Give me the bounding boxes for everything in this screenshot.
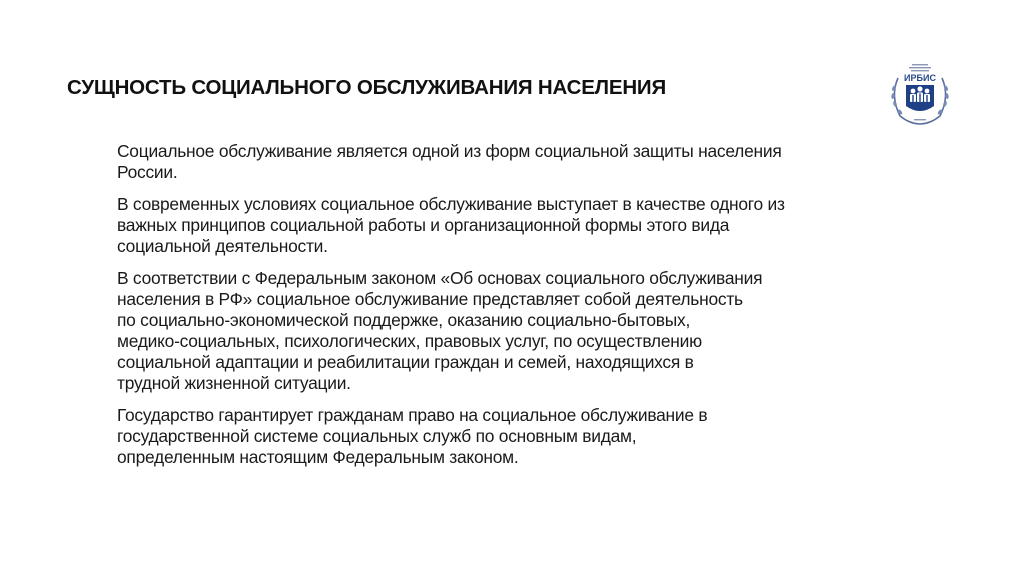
paragraph-line: трудной жизненной ситуации. bbox=[117, 373, 351, 393]
paragraph-line: медико-социальных, психологических, правовых услуг, по осуществлению bbox=[117, 331, 702, 351]
paragraph-line: определенным настоящим Федеральным законом. bbox=[117, 447, 519, 467]
slide-body bbox=[117, 141, 907, 479]
paragraph-line: населения в РФ» социальное обслуживание представляет собой деятельность bbox=[117, 289, 743, 309]
slide-title: СУЩНОСТЬ СОЦИАЛЬНОГО ОБСЛУЖИВАНИЯ НАСЕЛЕНИЯ bbox=[67, 76, 667, 99]
paragraph-line: Государство гарантирует гражданам право на социальное обслуживание в bbox=[117, 405, 708, 425]
paragraph-1 bbox=[117, 141, 907, 183]
paragraph-line: государственной системе социальных служб по основным видам, bbox=[117, 426, 637, 446]
irbis-emblem-icon bbox=[884, 58, 956, 130]
svg-text:ИРБИС: ИРБИС bbox=[904, 73, 936, 83]
paragraph-line: В современных условиях социальное обслуживание выступает в качестве одного из bbox=[117, 194, 785, 214]
paragraph-line: по социально-экономической поддержке, оказанию социально-бытовых, bbox=[117, 310, 691, 330]
paragraph-4 bbox=[117, 405, 907, 468]
paragraph-3 bbox=[117, 268, 907, 394]
paragraph-line: социальной адаптации и реабилитации граждан и семей, находящихся в bbox=[117, 352, 694, 372]
paragraph-line: социальной деятельности. bbox=[117, 236, 328, 256]
paragraph-line: В соответствии с Федеральным законом «Об основах социального обслуживания bbox=[117, 268, 763, 288]
paragraph-line: России. bbox=[117, 162, 178, 182]
paragraph-2 bbox=[117, 194, 907, 257]
paragraph-line: важных принципов социальной работы и организационной формы этого вида bbox=[117, 215, 730, 235]
paragraph-line: Социальное обслуживание является одной из форм социальной защиты населения bbox=[117, 141, 782, 161]
